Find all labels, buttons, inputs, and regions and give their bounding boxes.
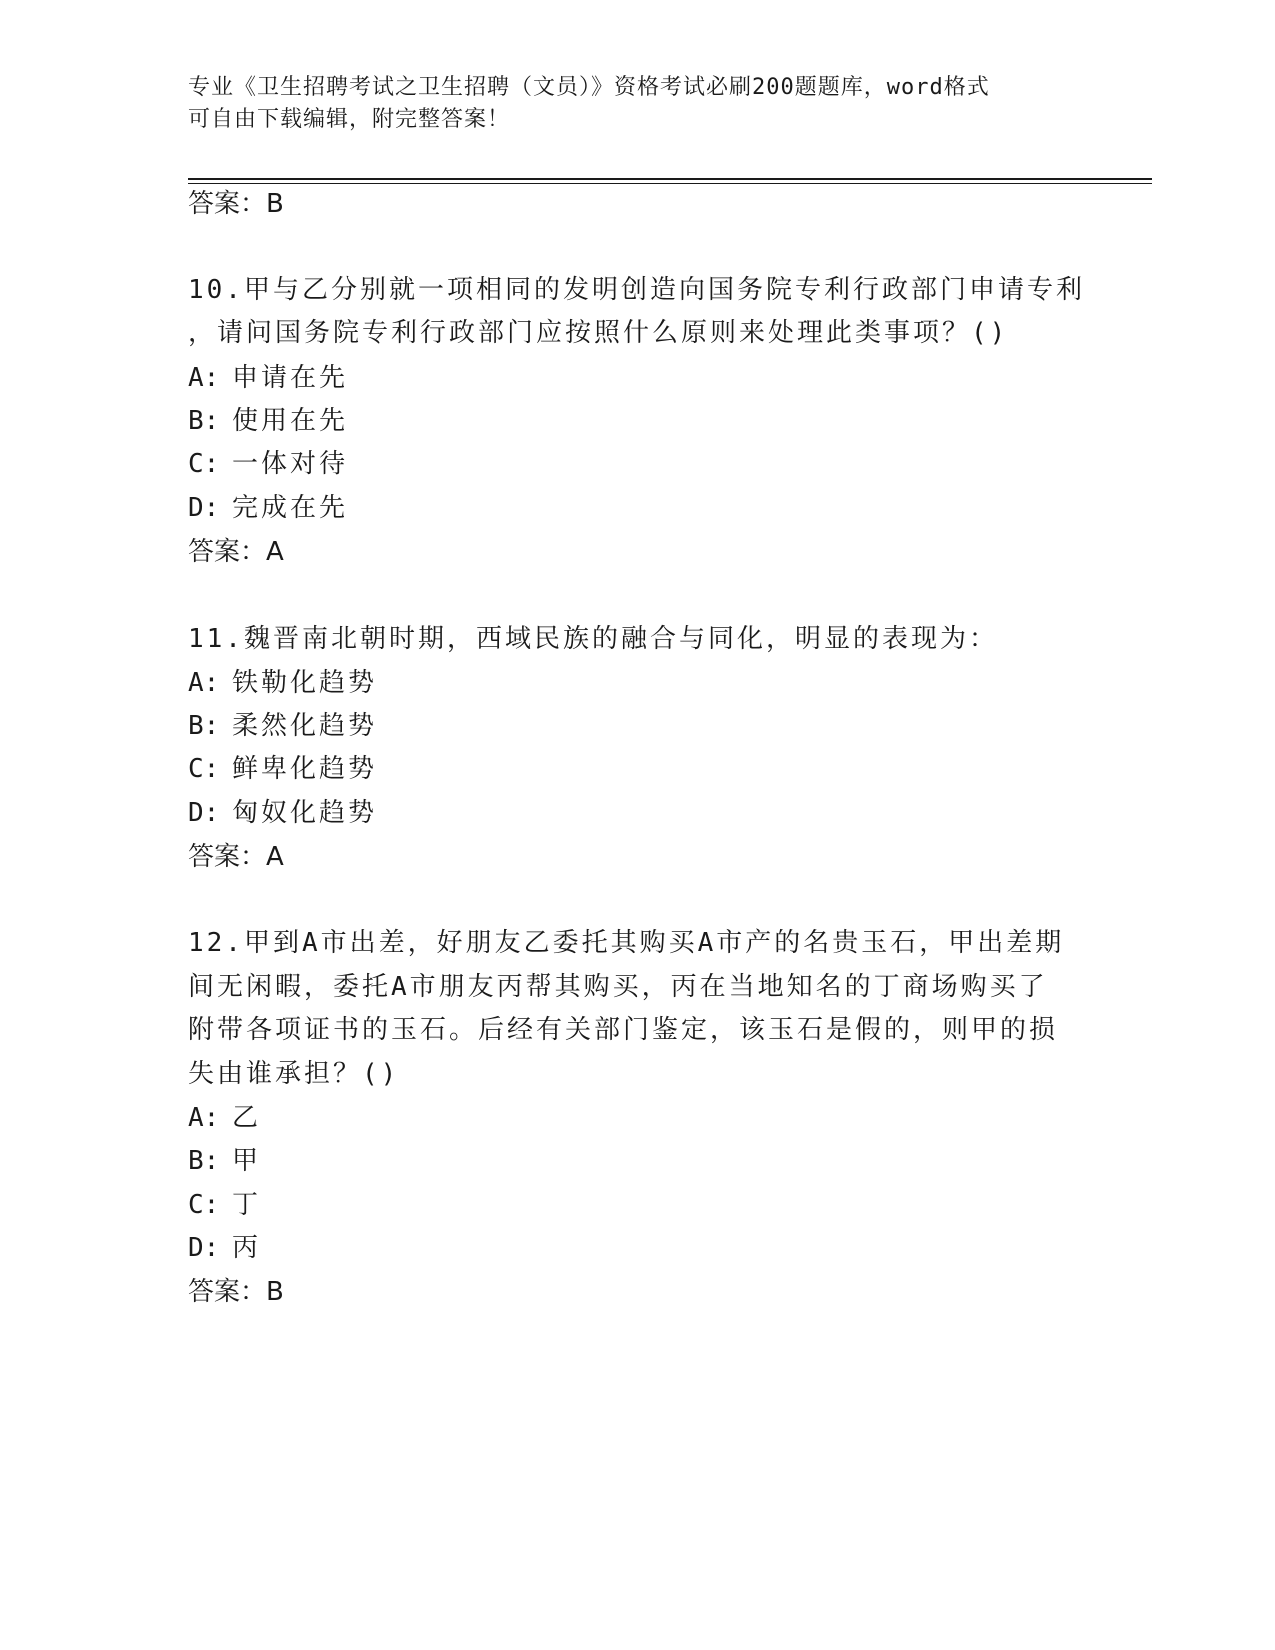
question-12-option-c: [188, 1187, 261, 1223]
option-letter: C:: [188, 1190, 220, 1220]
option-text: 申请在先: [232, 363, 349, 393]
question-12-line-1: 12.甲到A市出差，好朋友乙委托其购买A市产的名贵玉石，甲出差期: [188, 928, 1065, 958]
option-letter: D:: [188, 798, 220, 828]
question-12-line-4: 失由谁承担？(): [188, 1059, 400, 1089]
option-text: 丁: [232, 1190, 262, 1220]
previous-answer: 答案：B: [188, 189, 284, 219]
question-12-option-a: [188, 1100, 261, 1136]
option-letter: D:: [188, 1233, 220, 1263]
question-11-line-1: 11.魏晋南北朝时期，西域民族的融合与同化，明显的表现为：: [188, 624, 998, 654]
question-12-line-2: 间无闲暇，委托A市朋友丙帮其购买，丙在当地知名的丁商场购买了: [188, 972, 1048, 1002]
question-10-option-a: [188, 360, 348, 396]
question-11-option-d: [188, 795, 377, 831]
question-12-option-b: [188, 1143, 261, 1179]
option-letter: B:: [188, 1146, 220, 1176]
question-11-answer: 答案：A: [188, 842, 284, 872]
question-10-option-b: [188, 403, 348, 439]
header-divider-thick: [188, 178, 1152, 180]
option-letter: B:: [188, 406, 220, 436]
option-letter: A:: [188, 363, 220, 393]
question-10-line-2: ，请问国务院专利行政部门应按照什么原则来处理此类事项？(): [188, 318, 1009, 348]
header-divider-thin: [188, 183, 1152, 184]
question-12-line-3: 附带各项证书的玉石。后经有关部门鉴定，该玉石是假的，则甲的损: [188, 1015, 1059, 1045]
option-letter: A:: [188, 668, 220, 698]
question-10-answer: 答案：A: [188, 537, 284, 567]
option-text: 匈奴化趋势: [232, 798, 378, 828]
option-text: 一体对待: [232, 449, 349, 479]
question-10-option-c: [188, 446, 348, 482]
option-text: 使用在先: [232, 406, 349, 436]
option-letter: C:: [188, 754, 220, 784]
document-header: [188, 72, 1068, 136]
option-text: 鲜卑化趋势: [232, 754, 378, 784]
option-letter: C:: [188, 449, 220, 479]
question-11-option-c: [188, 751, 377, 787]
option-letter: A:: [188, 1103, 220, 1133]
question-10-line-1: 10.甲与乙分别就一项相同的发明创造向国务院专利行政部门申请专利: [188, 275, 1085, 305]
question-12-answer: 答案：B: [188, 1277, 284, 1307]
question-11-option-b: [188, 708, 377, 744]
question-11-option-a: [188, 665, 377, 701]
option-text: 乙: [232, 1103, 262, 1133]
question-10-option-d: [188, 490, 348, 526]
header-line-1: 专业《卫生招聘考试之卫生招聘（文员）》资格考试必刷200题题库，word格式: [188, 75, 990, 100]
option-letter: D:: [188, 493, 220, 523]
option-text: 甲: [232, 1146, 262, 1176]
header-line-2: 可自由下载编辑，附完整答案！: [188, 107, 511, 132]
option-letter: B:: [188, 711, 220, 741]
option-text: 完成在先: [232, 493, 349, 523]
question-12-option-d: [188, 1230, 261, 1266]
option-text: 铁勒化趋势: [232, 668, 378, 698]
option-text: 丙: [232, 1233, 262, 1263]
option-text: 柔然化趋势: [232, 711, 378, 741]
